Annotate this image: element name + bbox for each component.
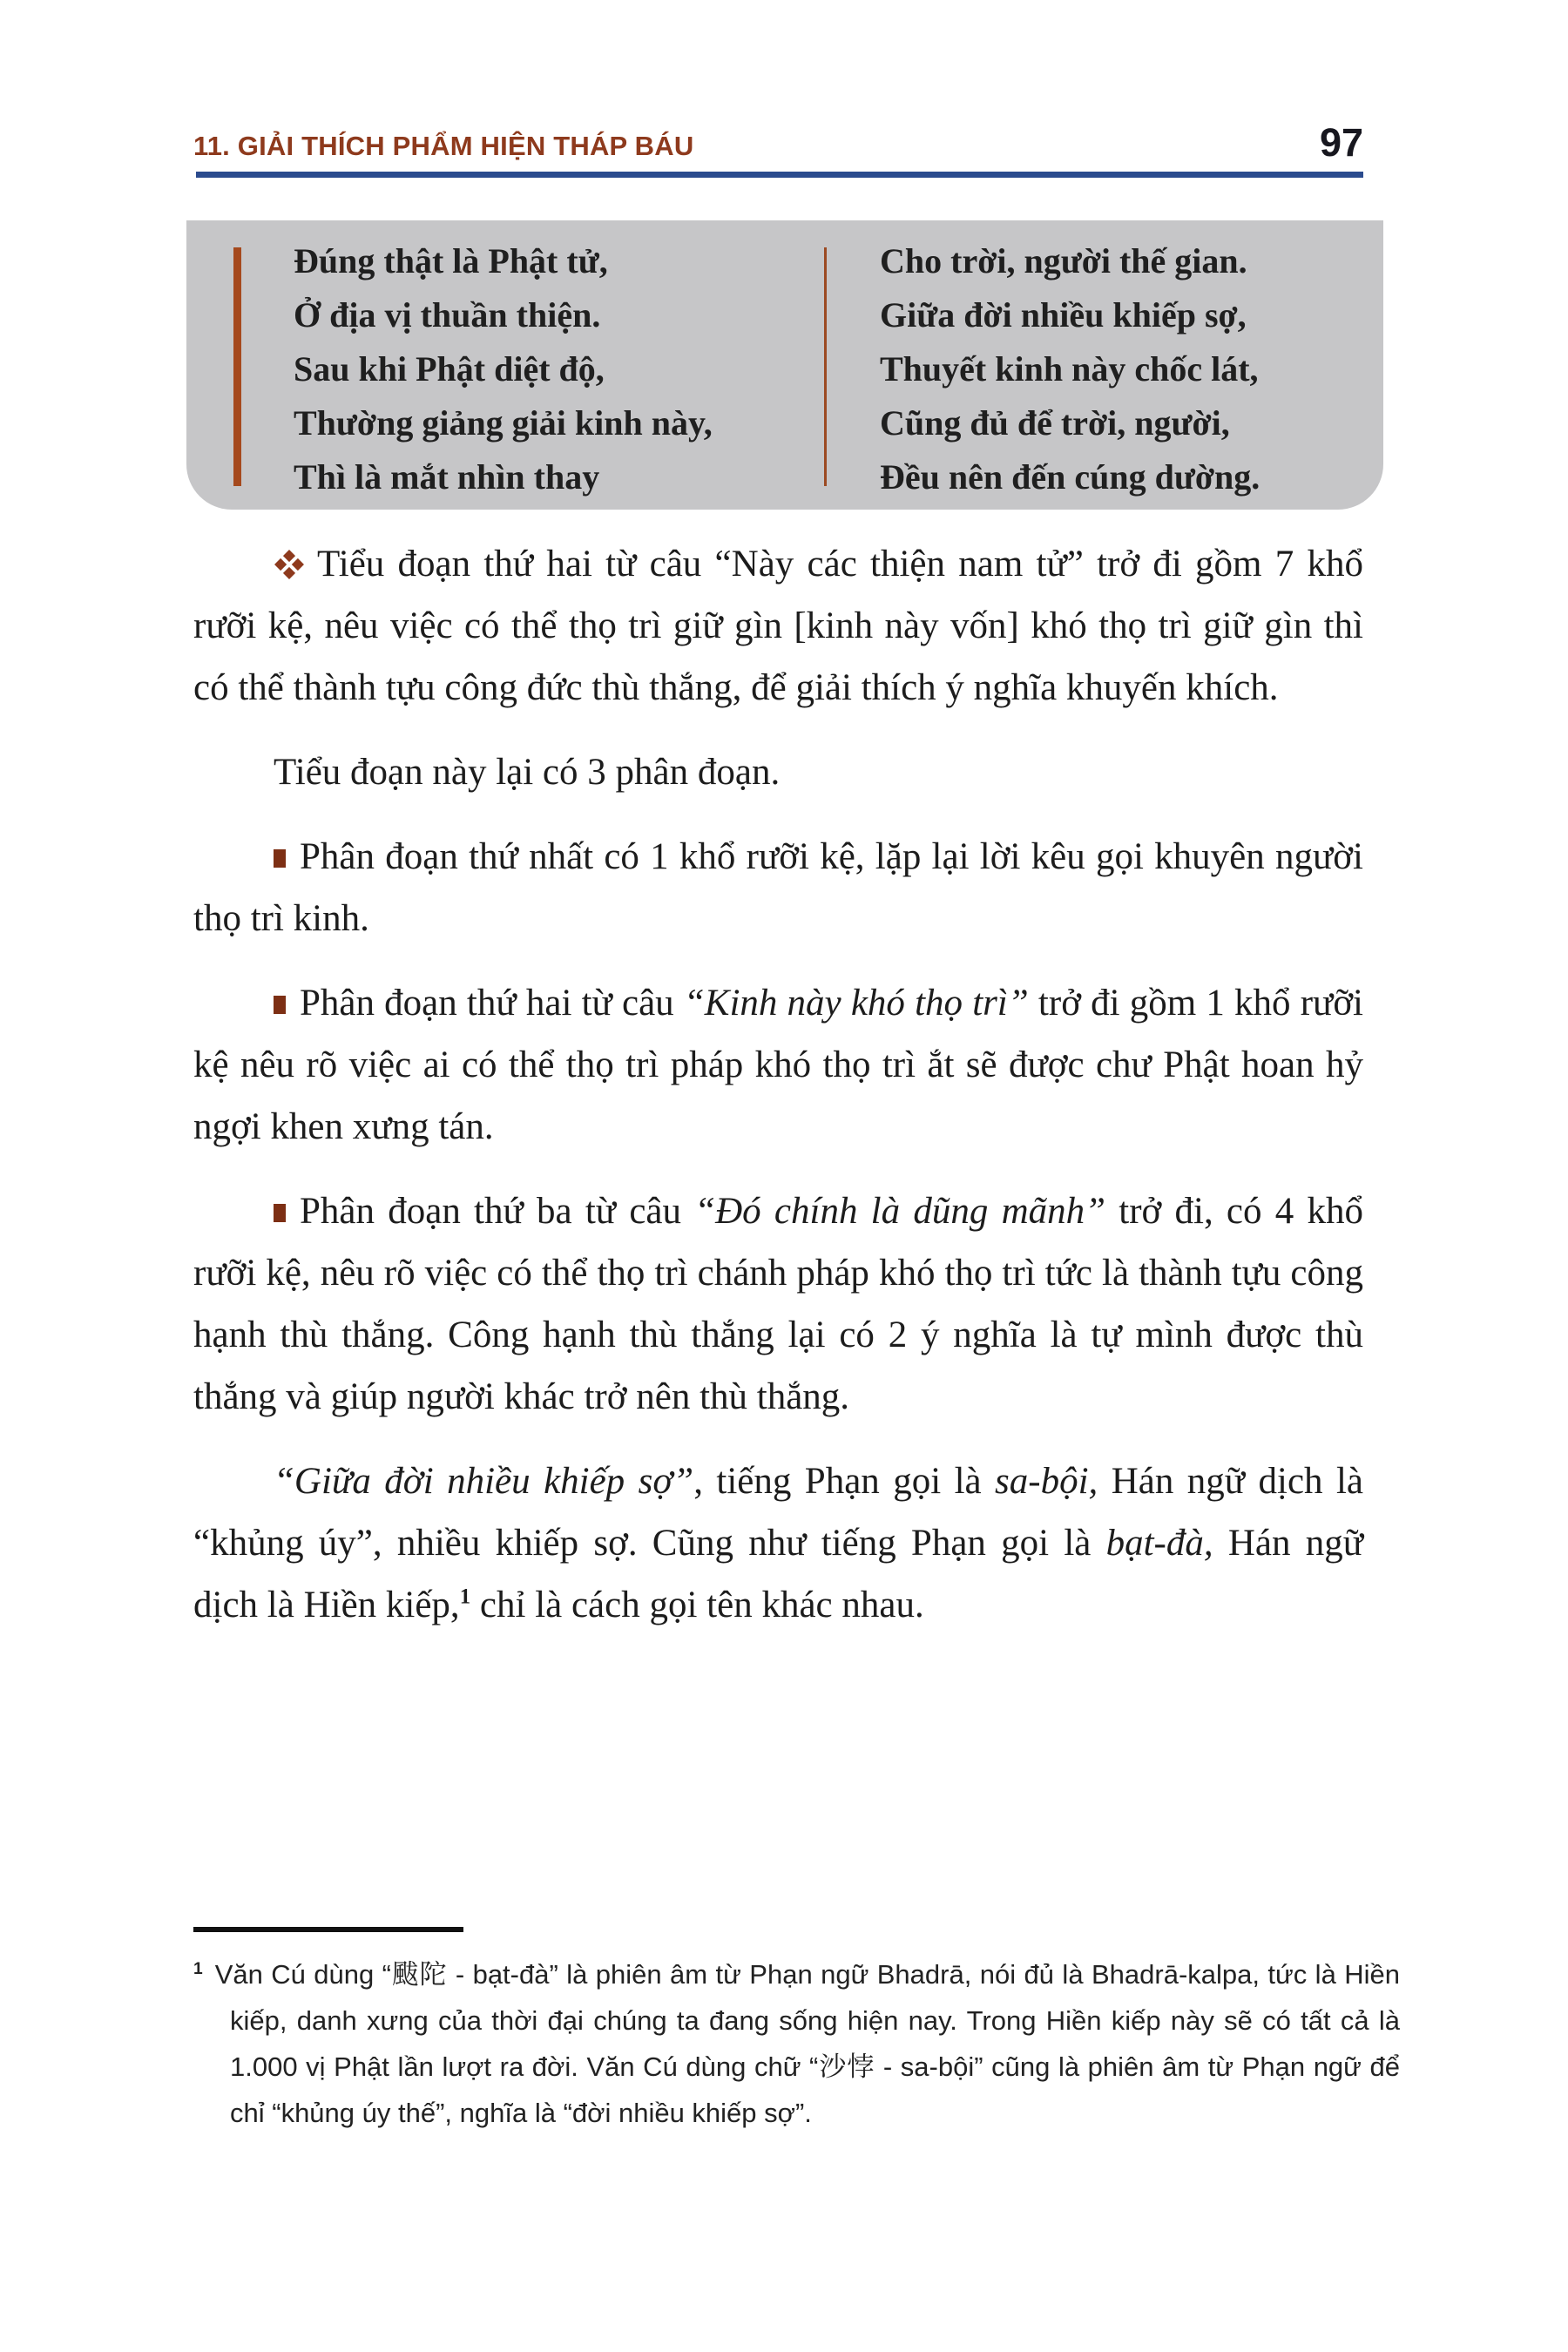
- verse-line: Cũng đủ để trời, người,: [880, 403, 1230, 443]
- verse-line: Thuyết kinh này chốc lát,: [880, 349, 1259, 389]
- square-bullet-icon: [274, 1204, 286, 1222]
- verse-line: Giữa đời nhiều khiếp sợ,: [880, 295, 1247, 335]
- paragraph: [193, 1180, 1363, 1428]
- body-text: [193, 533, 1363, 1659]
- verse-line: Thường giảng giải kinh này,: [294, 403, 713, 443]
- verse-line: Thì là mắt nhìn thay: [294, 457, 600, 497]
- verse-line: Cho trời, người thế gian.: [880, 241, 1247, 280]
- page-number: 97: [1319, 120, 1363, 165]
- verse-accent-bar: [233, 247, 241, 486]
- paragraph: [193, 533, 1363, 719]
- paragraph-text: Tiểu đoạn này lại có 3 phân đoạn.: [274, 752, 781, 793]
- paragraph-text: Tiểu đoạn thứ hai từ câu “Này các thiện nam tử” trở đi gồm 7 khổ rưỡi kệ, nêu việc có thể thọ trì giữ gìn [kinh này vốn] khó thọ trì giữ gìn thì có thể thành tựu công đức thù thắng, để giải thích ý nghĩa khuyến khích.: [193, 544, 1363, 708]
- verse-line: Đều nên đến cúng dường.: [880, 457, 1260, 497]
- paragraph: [193, 972, 1363, 1158]
- footnote: [193, 1951, 1400, 2136]
- verse-column-divider: [824, 247, 827, 486]
- paragraph: [193, 826, 1363, 950]
- paragraph: [193, 1450, 1363, 1636]
- square-bullet-icon: [274, 996, 286, 1014]
- footnote-text: Văn Cú dùng “颰陀 - bạt-đà” là phiên âm từ Phạn ngữ Bhadrā, nói đủ là Bhadrā-kalpa, tức là Hiền kiếp, danh xưng của thời đại chúng ta đang sống hiện nay. Trong Hiền kiếp này sẽ có tất cả là 1.000 vị Phật lần lượt ra đời. Văn Cú dùng chữ “沙悖 - sa-bội” cũng là phiên âm từ Phạn ngữ để chỉ “khủng úy thế”, nghĩa là “đời nhiều khiếp sợ”.: [214, 1959, 1400, 2128]
- verse-line: Sau khi Phật diệt độ,: [294, 349, 605, 389]
- square-bullet-icon: [274, 849, 286, 868]
- verse-line: Đúng thật là Phật tử,: [294, 241, 608, 280]
- footnote-marker: 1: [193, 1959, 203, 1978]
- chapter-title: 11. GIẢI THÍCH PHẨM HIỆN THÁP BÁU: [193, 131, 694, 161]
- paragraph: [193, 741, 1363, 803]
- paragraph-text: “Giữa đời nhiều khiếp sợ”, tiếng Phạn gọi là sa-bội, Hán ngữ dịch là “khủng úy”, nhiều khiếp sợ. Cũng như tiếng Phạn gọi là bạt-đà, Hán ngữ dịch là Hiền kiếp,$^1$ chỉ là cách gọi tên khác nhau.: [193, 1461, 1363, 1625]
- header-rule: [196, 172, 1363, 178]
- verse-line: Ở địa vị thuần thiện.: [294, 295, 601, 335]
- paragraph-text: Phân đoạn thứ nhất có 1 khổ rưỡi kệ, lặp lại lời kêu gọi khuyên người thọ trì kinh.: [193, 836, 1363, 939]
- footnote-rule: [193, 1927, 463, 1932]
- diamond-ornament-icon: [274, 550, 305, 579]
- paragraph-text: Phân đoạn thứ hai từ câu “Kinh này khó thọ trì” trở đi gồm 1 khổ rưỡi kệ nêu rõ việc ai có thể thọ trì pháp khó thọ trì ắt sẽ được chư Phật hoan hỷ ngợi khen xưng tán.: [193, 983, 1364, 1147]
- verse-left-column: [294, 234, 713, 504]
- verse-right-column: [880, 234, 1260, 504]
- verse-quote-box: [186, 220, 1383, 510]
- paragraph-text: Phân đoạn thứ ba từ câu “Đó chính là dũng mãnh” trở đi, có 4 khổ rưỡi kệ, nêu rõ việc có thể thọ trì chánh pháp khó thọ trì tức là thành tựu công hạnh thù thắng. Công hạnh thù thắng lại có 2 ý nghĩa là tự mình được thù thắng và giúp người khác trở nên thù thắng.: [193, 1191, 1363, 1417]
